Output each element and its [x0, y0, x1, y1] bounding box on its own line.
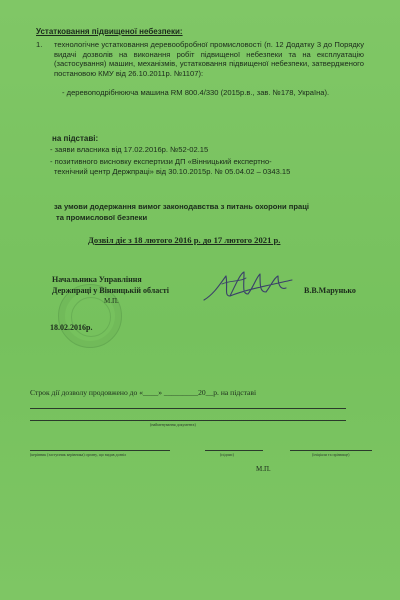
extension-mp: М.П. — [256, 465, 271, 473]
blank-line-2 — [30, 420, 346, 421]
doc-name-caption: (найменування документа) — [150, 422, 196, 427]
validity-period: Дозвіл діє з 18 лютого 2016 р. до 17 лютого 2021 р. — [88, 235, 281, 245]
basis-expertise-line1: - позитивного висновку експертизи ДП «Вінницький експертно- — [50, 157, 272, 166]
handwritten-signature — [200, 266, 295, 306]
basis-expertise-line2: технічний центр Держпраці» від 30.10.2015р. № 05.04.02 – 0343.15 — [54, 167, 291, 176]
section-heading: Устатковання підвищеної небезпеки: — [36, 27, 183, 36]
extension-line: Строк дії дозволу продовжено до «____» _________20__р. на підставі — [30, 388, 257, 397]
basis-heading: на підставі: — [52, 134, 99, 143]
item-text: технологічне устатковання деревообробної промисловості (п. 12 Додатку 3 до Порядку видачі дозволів на виконання робіт підвищеної небезпеки та на експлуатацію (застосування) машин, механізмів, устатковання підвищеної небезпеки, затвердженого постановою КМУ від 26.10.2011р. №1107): — [54, 40, 364, 78]
name-caption: (ініціали та прізвище) — [312, 452, 350, 457]
blank-line-1 — [30, 408, 346, 409]
condition-line1: за умови додержання вимог законодавства з питань охорони праці — [54, 202, 310, 211]
signer-title-line1: Начальника Управління — [52, 275, 142, 284]
signer-title-line2: Держпраці у Вінницькій області — [52, 286, 169, 295]
signature-caption: (підпис) — [220, 452, 235, 457]
machine-subitem: - деревоподрібнююча машина RM 800.4/330 (2015р.в., зав. №178, Україна). — [62, 88, 330, 97]
signature-line — [205, 450, 263, 451]
name-line — [290, 450, 372, 451]
signer-name: В.В.Марунько — [304, 286, 356, 295]
basis-application: - заяви власника від 17.02.2016р. №52-02.15 — [50, 145, 209, 154]
mp-label: М.П. — [104, 297, 119, 305]
signing-date: 18.02.2016р. — [50, 323, 93, 332]
item-number: 1. — [36, 40, 43, 49]
position-line — [30, 450, 170, 451]
condition-line2: та промислової безпеки — [56, 213, 148, 222]
position-caption: (керівник (заступник керівника) органу, що видав дозвіл — [30, 452, 127, 457]
